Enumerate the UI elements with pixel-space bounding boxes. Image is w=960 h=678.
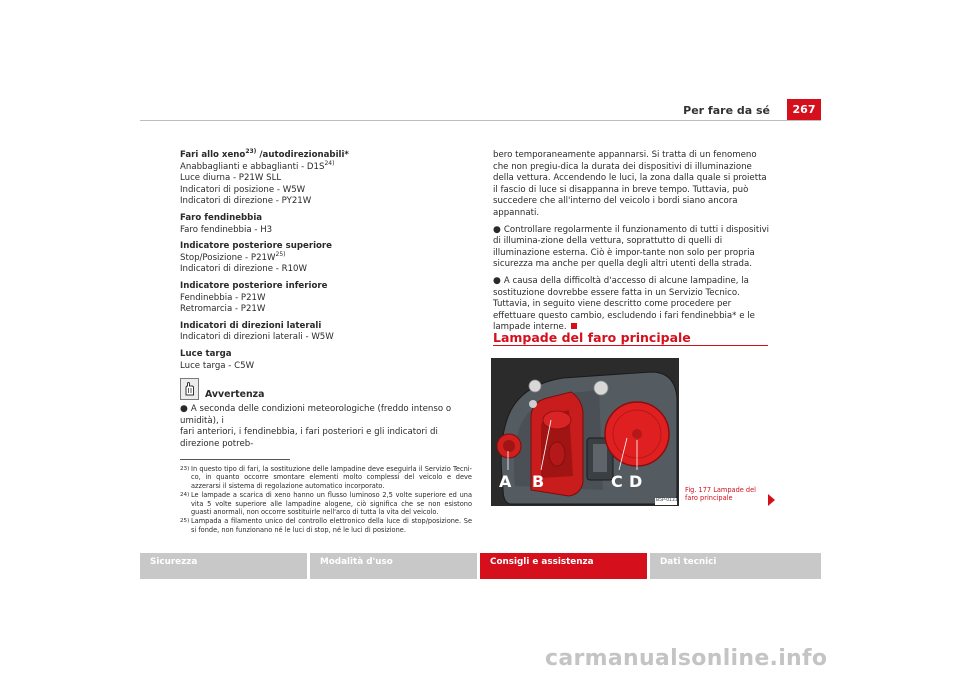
bullet-icon: ● <box>493 224 501 235</box>
xenon-heading-tail: /autodirezionabili* <box>256 150 349 160</box>
callout-a: A <box>499 472 512 491</box>
footnote-ref-23[interactable]: 23) <box>245 148 257 155</box>
footnote-number: 24) <box>180 492 190 499</box>
reverse-line: Retromarcia - P21W <box>180 304 266 315</box>
headlamp-figure <box>491 358 679 506</box>
bullet-icon: ● <box>180 404 188 415</box>
xenon-line <box>180 159 472 174</box>
tab-consigli-assistenza[interactable]: Consigli e assistenza <box>480 553 647 579</box>
fog-line: Faro fendinebbia - H3 <box>180 224 273 235</box>
plate-heading: Luce targa <box>180 348 232 359</box>
turn-indicators-line: Indicatori di direzione - PY21W <box>180 196 312 207</box>
callout-b: B <box>532 472 545 491</box>
footnote-text: Lampada a filamento unico del controllo elettronico della luce di stop/posizione. Se si fonde, non funzionano né le luci di stop, né le luci di posizione. <box>191 517 472 534</box>
side-indicators-line: Indicatori di direzioni laterali - W5W <box>180 332 334 343</box>
warning-title: Avvertenza <box>205 388 265 400</box>
footnote-25 <box>180 517 472 534</box>
position-indicators-line: Indicatori di posizione - W5W <box>180 184 306 195</box>
right-column <box>493 150 771 339</box>
bullet-icon: ● <box>493 275 501 286</box>
warning-box <box>180 378 472 450</box>
tab-modalita-uso[interactable]: Modalità d'uso <box>310 553 477 579</box>
fog-heading: Faro fendinebbia <box>180 212 263 223</box>
paragraph-check-lights <box>493 225 771 271</box>
footnote-24 <box>180 491 472 516</box>
plate-line: Luce targa - C5W <box>180 360 255 371</box>
section-divider <box>493 345 768 346</box>
page-number: 267 <box>787 99 821 121</box>
paragraph-replacement <box>493 276 771 334</box>
footnote-text: Le lampade a scarica di xeno hanno un flusso luminoso 2,5 volte superiore ed una vita 5 volte superiore alle lampadine alogene, ciò significa che se non esistono guasti anormali, non occorre sostituirle nell'arco di tutta la vita del veicolo. <box>191 491 472 517</box>
tab-sicurezza[interactable]: Sicurezza <box>140 553 307 579</box>
section-title: Lampade del faro principale <box>493 330 691 345</box>
rear-upper-heading: Indicatore posteriore superiore <box>180 241 332 252</box>
paragraph-replacement-text: A causa della difficoltà d'accesso di alcune lampadine, la sostituzione dovrebbe essere fatta in un Servizio Tecnico. Tuttavia, in seguito viene descritto come procedere per effettuare questo cambio, escludendo i fari fendinebbia* e le lampade interne. <box>493 275 755 333</box>
footnote-text: In questo tipo di fari, la sostituzione delle lampadine deve eseguirla il Servizio Tecni-co, in quanto occorre smontare elementi molto complessi del veicolo e deve azzerarsi il sistema di regolazione automatico incorporato. <box>191 465 472 490</box>
page-header-title: Per fare da sé <box>683 104 770 117</box>
footnotes <box>180 465 472 535</box>
info-note-icon <box>180 378 199 400</box>
rear-fog-line: Fendinebbia - P21W <box>180 292 266 303</box>
xenon-line-text: Anabbaglianti e abbaglianti - D1S <box>180 161 325 172</box>
xenon-lights-block <box>180 150 472 208</box>
footnote-ref-24[interactable]: 24) <box>324 159 335 167</box>
daylight-line: Luce diurna - P21W SLL <box>180 173 282 184</box>
watermark: carmanualsonline.info <box>545 646 828 671</box>
warning-line-1 <box>180 404 472 427</box>
end-of-section-icon <box>571 323 577 329</box>
tab-dati-tecnici[interactable]: Dati tecnici <box>650 553 821 579</box>
warning-header <box>180 378 472 400</box>
warning-line-1-text: A seconda delle condizioni meteorologiche (freddo intenso o umidità), i <box>180 404 452 426</box>
figure-caption: Fig. 177 Lampade del faro principale <box>685 486 756 502</box>
footnote-divider <box>180 459 290 460</box>
footnote-number: 25) <box>180 518 190 525</box>
side-indicators-block <box>180 321 472 344</box>
rear-lower-block <box>180 281 472 316</box>
paragraph-check-lights-text: Controllare regolarmente il funzionamento di tutti i dispositivi di illumina-zione della vettura, soprattutto di quelli di illuminazione esterna. Ciò è impor-tante non solo per propria sicurezza ma anche per quella degli altri utenti della strada. <box>493 224 770 270</box>
rear-lower-heading: Indicatore posteriore inferiore <box>180 280 328 291</box>
side-indicators-heading: Indicatori di direzioni laterali <box>180 320 322 331</box>
callout-c: C <box>611 472 623 491</box>
fog-light-block <box>180 213 472 236</box>
footnote-ref-25[interactable]: 25) <box>275 250 286 258</box>
figure-code: B5P-0131 <box>656 498 678 503</box>
stop-position-text: Stop/Posizione - P21W <box>180 252 276 263</box>
callout-d: D <box>629 472 643 491</box>
arrow-right-icon[interactable] <box>768 494 775 506</box>
rear-upper-block <box>180 241 472 276</box>
rear-turn-line: Indicatori di direzione - R10W <box>180 264 308 275</box>
paragraph-fogging: bero temporaneamente appannarsi. Si tratta di un fenomeno che non pregiu-dica la durata dei dispositivi di illuminazione della vettura. Accendendo le luci, la zona dalla quale si proietta il fascio di luce si disappanna in breve tempo. Tuttavia, può succedere che all'interno del veicolo i bordi siano ancora appannati. <box>493 150 767 218</box>
left-column <box>180 150 472 450</box>
warning-line-2: fari anteriori, i fendinebbia, i fari posteriori e gli indicatori di direzione potreb- <box>180 427 438 449</box>
footnote-23 <box>180 465 472 490</box>
footnote-number: 23) <box>180 466 190 472</box>
xenon-heading-text: Fari allo xeno <box>180 150 246 160</box>
warning-text <box>180 404 472 450</box>
header-divider <box>140 120 821 121</box>
stop-position-line <box>180 250 472 265</box>
plate-light-block <box>180 349 472 372</box>
